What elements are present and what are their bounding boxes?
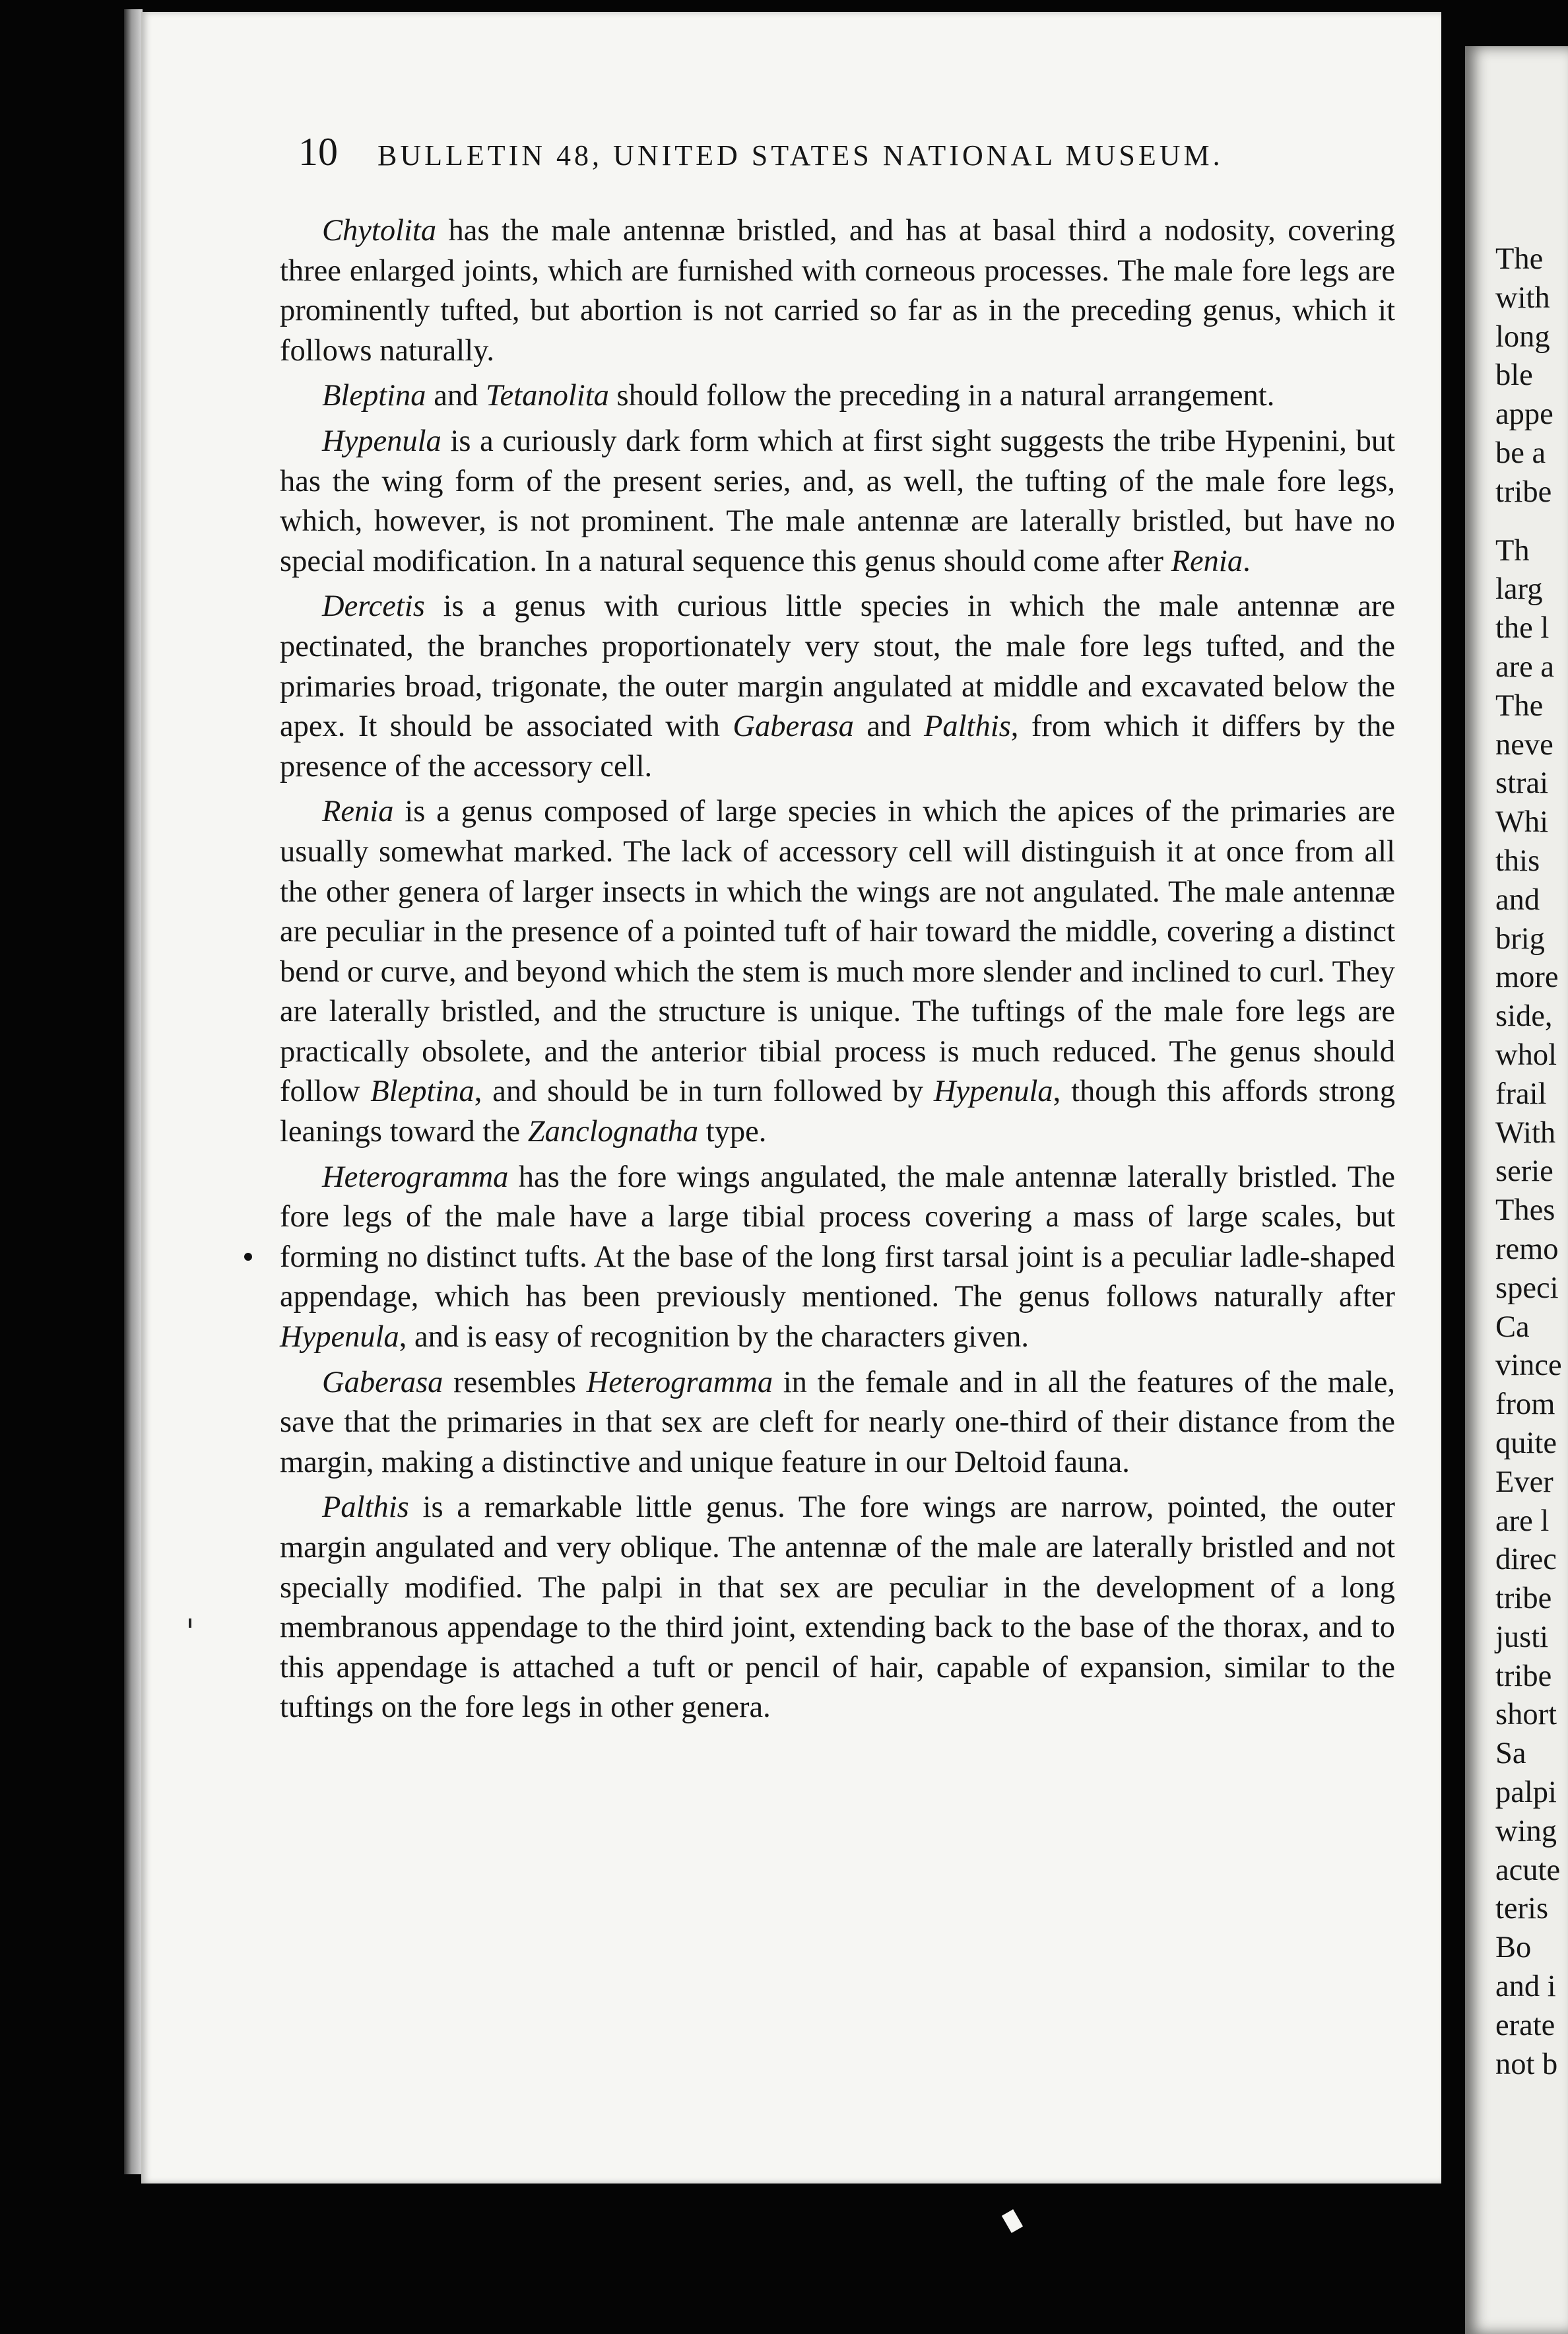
facing-page-line: neve xyxy=(1495,727,1553,762)
facing-page-line: palpi xyxy=(1495,1776,1557,1810)
facing-page-line: tribe xyxy=(1495,475,1552,509)
facing-page-line: With xyxy=(1495,1116,1556,1150)
text-run: is a curiously dark form which at first sight suggests the tribe Hypenini, but has the wing form of the present series, and, as well, the tufting of the male fore legs, which, however, is not prominent. The male antennæ are laterally bristled, but have no special modification. In a natural sequence this genus should come after xyxy=(280,424,1395,578)
facing-page-line: The xyxy=(1495,688,1544,723)
text-run: resembles xyxy=(443,1365,587,1399)
genus-name: Dercetis xyxy=(322,589,425,624)
paragraph xyxy=(280,422,1395,582)
paragraph xyxy=(280,1158,1395,1358)
genus-name: Renia xyxy=(1171,544,1243,578)
genus-name: Chytolita xyxy=(322,214,437,248)
facing-page-line: teris xyxy=(1495,1892,1549,1926)
facing-page-line: are l xyxy=(1495,1504,1550,1538)
facing-page-line: Whi xyxy=(1495,805,1549,840)
genus-name: Bleptina xyxy=(322,379,426,413)
facing-page-line: whol xyxy=(1495,1038,1557,1072)
text-run: has the male antennæ bristled, and has at basal third a nodosity, covering three enlarged joints, which are furnished with corneous processes. The male fore legs are prominently tufted, but abortion is not carried so far as in the preceding genus, which it follows naturally. xyxy=(280,214,1395,368)
facing-page-line: larg xyxy=(1495,572,1543,607)
text-run: . xyxy=(1243,544,1251,578)
facing-page-line: be a xyxy=(1495,436,1546,470)
facing-page-line: frail xyxy=(1495,1077,1547,1111)
genus-name: Hypenula xyxy=(322,424,441,458)
facing-page-line: wing xyxy=(1495,1814,1557,1848)
facing-page-line xyxy=(1495,512,1568,532)
page-number: 10 xyxy=(298,130,338,174)
facing-page-line: direc xyxy=(1495,1543,1557,1577)
facing-page-line: the l xyxy=(1495,611,1550,646)
facing-page-text xyxy=(1495,240,1568,2084)
margin-mark xyxy=(189,1618,191,1628)
facing-page-line: long xyxy=(1495,319,1550,354)
text-run: , and is easy of recognition by the characters given. xyxy=(399,1320,1029,1354)
genus-name: Zanclognatha xyxy=(527,1115,699,1149)
genus-name: Gaberasa xyxy=(733,710,854,744)
running-title: BULLETIN 48, UNITED STATES NATIONAL MUSEUM. xyxy=(377,139,1224,172)
facing-page-line: from xyxy=(1495,1387,1555,1422)
text-run: , though this affords strong leanings toward the xyxy=(280,1075,1396,1149)
facing-page-line: serie xyxy=(1495,1154,1553,1189)
paragraph xyxy=(280,587,1395,787)
text-run: has the fore wings angulated, the male antennæ laterally bristled. The fore legs of the male have a large tibial process covering a mass of large scales, but forming no distinct tufts. At the base of the long first tarsal joint is a peculiar ladle-shaped appendage, which has been previously mentioned. The genus follows naturally after xyxy=(280,1160,1395,1314)
genus-name: Tetanolita xyxy=(485,379,609,413)
facing-page-line: brig xyxy=(1495,921,1545,956)
genus-name: Hypenula xyxy=(933,1075,1053,1109)
body-text xyxy=(280,211,1395,1733)
facing-page-line: are a xyxy=(1495,650,1555,684)
genus-name: Bleptina xyxy=(370,1075,474,1109)
facing-page-line: and xyxy=(1495,883,1540,917)
facing-page xyxy=(1465,46,1568,2334)
paragraph xyxy=(280,1488,1395,1728)
facing-page-line: ble xyxy=(1495,358,1533,393)
facing-page-line: strai xyxy=(1495,766,1549,801)
facing-page-line: Ca xyxy=(1495,1310,1530,1344)
genus-name: Hypenula xyxy=(280,1320,399,1354)
text-run: and xyxy=(426,379,486,413)
facing-page-line: Ever xyxy=(1495,1465,1553,1499)
facing-page-line: side, xyxy=(1495,999,1553,1034)
facing-page-line: Sa xyxy=(1495,1737,1526,1771)
facing-page-line: speci xyxy=(1495,1271,1559,1305)
facing-page-line: and i xyxy=(1495,1970,1556,2004)
genus-name: Gaberasa xyxy=(322,1365,443,1399)
text-run: is a remarkable little genus. The fore wings are narrow, pointed, the outer margin angulated and very oblique. The antennæ of the male are laterally bristled and not specially modified. The palpi in that sex are peculiar in the development of a long membranous appendage to the third joint, extending back to the base of the thorax, and to this appendage is attached a tuft or pencil of hair, capable of expansion, similar to the tuftings on the fore legs in other genera. xyxy=(280,1490,1395,1725)
genus-name: Renia xyxy=(322,795,394,829)
text-run: type. xyxy=(698,1115,767,1149)
facing-page-line: Th xyxy=(1495,533,1530,568)
genus-name: Heterogramma xyxy=(322,1160,509,1194)
text-run: , and should be in turn followed by xyxy=(474,1075,934,1109)
text-run: is a genus with curious little species in which the male antennæ are pectinated, the branches proportionately very stout, the male fore legs tufted, and the primaries broad, trigonate, the outer margin angulated at middle and excavated below the apex. It should be associated with xyxy=(280,589,1395,744)
facing-page-line: acute xyxy=(1495,1853,1561,1887)
paragraph xyxy=(280,211,1395,371)
facing-page-line: appe xyxy=(1495,397,1553,432)
facing-page-line: Bo xyxy=(1495,1931,1532,1965)
genus-name: Palthis xyxy=(923,710,1011,744)
margin-dot xyxy=(244,1253,252,1261)
facing-page-line: not b xyxy=(1495,2047,1558,2081)
facing-page-line: with xyxy=(1495,281,1550,315)
facing-page-line: tribe xyxy=(1495,1659,1552,1693)
genus-name: Heterogramma xyxy=(586,1365,773,1399)
facing-page-line: justi xyxy=(1495,1620,1549,1654)
facing-page-line: The xyxy=(1495,242,1544,276)
paper-tear-mark xyxy=(1002,2209,1023,2233)
text-run: in the female and in all the features of the male, save that the primaries in that sex are cleft for nearly one-third of their distance from the margin, making a distinctive and unique feature in our Deltoid fauna. xyxy=(280,1365,1396,1479)
page-header xyxy=(298,129,1394,182)
paragraph xyxy=(280,792,1395,1152)
genus-name: Palthis xyxy=(322,1490,409,1525)
facing-page-line: remo xyxy=(1495,1232,1559,1266)
facing-page-line: this xyxy=(1495,844,1540,878)
text-run: and xyxy=(853,710,924,744)
text-run: is a genus composed of large species in which the apices of the primaries are usually somewhat marked. The lack of accessory cell will distinguish it at once from all the other genera of larger insects in which the wings are not angulated. The male antennæ are peculiar in the presence of a pointed tuft of hair toward the middle, covering a distinct bend or curve, and beyond which the stem is much more slender and inclined to curl. They are laterally bristled, and the structure is unique. The tuftings of the male fore legs are practically obsolete, and the anterior tibial process is much reduced. The genus should follow xyxy=(280,795,1395,1109)
facing-page-line: erate xyxy=(1495,2008,1555,2042)
paragraph xyxy=(280,1363,1395,1483)
text-run: , from which it differs by the presence of the accessory cell. xyxy=(280,710,1395,784)
page-edge xyxy=(124,9,143,2174)
facing-page-line: more xyxy=(1495,960,1559,995)
text-run: should follow the preceding in a natural arrangement. xyxy=(608,379,1275,413)
facing-page-line: tribe xyxy=(1495,1582,1552,1616)
facing-page-line: quite xyxy=(1495,1426,1557,1460)
paragraph xyxy=(280,376,1395,417)
facing-page-line: Thes xyxy=(1495,1193,1555,1228)
facing-page-line: short xyxy=(1495,1698,1557,1732)
facing-page-line: vince xyxy=(1495,1349,1562,1383)
